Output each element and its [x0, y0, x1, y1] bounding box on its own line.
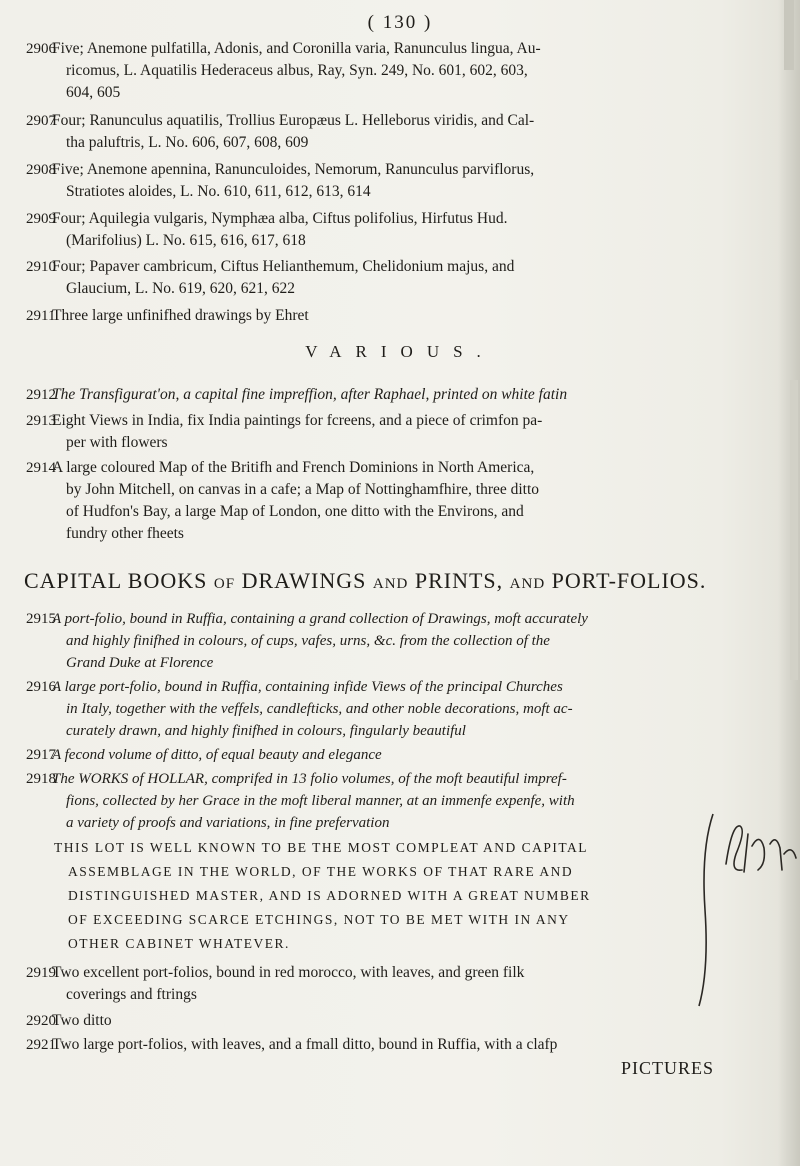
entry-line: in Italy, together with the veffels, candlefticks, and other noble decorations, moft ac- [66, 701, 573, 717]
entry-line: Four; Aquilegia vulgaris, Nymphæa alba, Ciftus polifolius, Hirfutus Hud. [52, 210, 508, 227]
entry-2910 [26, 256, 752, 300]
entry-line: Two ditto [52, 1012, 112, 1029]
entry-2911 [26, 305, 752, 327]
entry-number: 2908 [26, 162, 56, 178]
entry-2913 [26, 410, 752, 454]
section-title-part: AND [509, 576, 546, 592]
entry-line: Stratiotes aloides, L. No. 610, 611, 612, 613, 614 [66, 183, 371, 200]
lot-note-line: OF EXCEEDING SCARCE ETCHINGS, NOT TO BE MET WITH IN ANY [68, 912, 570, 927]
entry-line: fundry other fheets [66, 525, 184, 542]
entry-line: ricomus, L. Aquatilis Hederaceus albus, Ray, Syn. 249, No. 601, 602, 603, [66, 62, 528, 79]
entry-number: 2920 [26, 1013, 56, 1029]
lot-note-line: ASSEMBLAGE IN THE WORLD, OF THE WORKS OF THAT RARE AND [68, 864, 574, 879]
entry-line: The Transfigurat'on, a capital fine impreffion, after Raphael, printed on white fatin [52, 386, 568, 403]
entry-2918 [26, 768, 692, 834]
entry-2917 [26, 744, 752, 766]
entry-2916 [26, 676, 752, 742]
entry-number: 2919 [26, 965, 56, 981]
entry-line: Three large unfinifhed drawings by Ehret [52, 307, 309, 324]
page-number: ( 130 ) [367, 12, 433, 33]
entry-line: by John Mitchell, on canvas in a cafe; a Map of Nottinghamfhire, three ditto [66, 481, 540, 498]
entry-2907 [26, 110, 752, 154]
entry-number: 2916 [26, 679, 56, 695]
entry-number: 2917 [26, 747, 56, 763]
entry-2909 [26, 208, 752, 252]
entry-line: Grand Duke at Florence [66, 655, 214, 671]
entry-line: and highly finifhed in colours, of cups, vafes, urns, &c. from the collection of the [66, 633, 550, 649]
entry-line: of Hudfon's Bay, a large Map of London, one ditto with the Environs, and [66, 503, 524, 520]
entry-line: per with flowers [66, 434, 168, 451]
entry-number: 2918 [26, 771, 56, 787]
entry-line: coverings and ftrings [66, 986, 197, 1003]
entry-2908 [26, 159, 752, 203]
entry-number: 2915 [26, 611, 56, 627]
entry-line: tha paluftris, L. No. 606, 607, 608, 609 [66, 134, 309, 151]
entry-line: curately drawn, and highly finifhed in colours, fingularly beautiful [66, 723, 466, 739]
entry-line: The WORKS of HOLLAR, comprifed in 13 folio volumes, of the moft beautiful impref- [52, 771, 567, 787]
entry-line: Two excellent port-folios, bound in red morocco, with leaves, and green filk [52, 964, 525, 981]
entry-line: fions, collected by her Grace in the moft liberal manner, at an immenfe expenfe, with [66, 793, 575, 809]
entry-number: 2921 [26, 1037, 56, 1053]
entry-2912 [26, 384, 752, 406]
section-title-part: CAPITAL BOOKS [24, 568, 208, 593]
page-edge-shadow [790, 380, 798, 680]
entry-line: A fecond volume of ditto, of equal beauty and elegance [52, 747, 382, 763]
section-title [24, 568, 784, 594]
entry-number: 2910 [26, 259, 56, 275]
entry-line: A large coloured Map of the Britifh and French Dominions in North America, [52, 459, 535, 476]
entry-line: (Marifolius) L. No. 615, 616, 617, 618 [66, 232, 306, 249]
lot-note [54, 836, 754, 956]
entry-line: a variety of proofs and variations, in fine prefervation [66, 815, 390, 831]
entry-line: Two large port-folios, with leaves, and a fmall ditto, bound in Ruffia, with a clafp [52, 1036, 558, 1053]
entry-number: 2909 [26, 211, 56, 227]
section-title-part: OF [213, 576, 236, 592]
entry-2915 [26, 608, 752, 674]
entry-2921 [26, 1034, 752, 1056]
section-title-part: AND [372, 576, 409, 592]
entry-line: Four; Ranunculus aquatilis, Trollius Europæus L. Helleborus viridis, and Cal- [52, 112, 535, 129]
entry-line: Eight Views in India, fix India paintings for fcreens, and a piece of crimfon pa- [52, 412, 543, 429]
lot-note-line: DISTINGUISHED MASTER, AND IS ADORNED WITH A GREAT NUMBER [68, 888, 591, 903]
entry-line: Five; Anemone pulfatilla, Adonis, and Coronilla varia, Ranunculus lingua, Au- [52, 40, 541, 57]
entry-2920 [26, 1010, 752, 1032]
entry-number: 2911 [26, 308, 56, 324]
entry-number: 2913 [26, 413, 56, 429]
page-edge-tear [784, 0, 794, 70]
entry-line: Glaucium, L. No. 619, 620, 621, 622 [66, 280, 296, 297]
lot-note-line: OTHER CABINET WHATEVER. [68, 936, 290, 951]
section-title-part: PRINTS, [414, 568, 504, 593]
entry-number: 2914 [26, 460, 56, 476]
section-title-part: PORT-FOLIOS. [551, 568, 707, 593]
entry-2919 [26, 962, 752, 1006]
lot-note-line: THIS LOT IS WELL KNOWN TO BE THE MOST COMPLEAT AND CAPITAL [54, 840, 589, 855]
entry-line: A port-folio, bound in Ruffia, containing a grand collection of Drawings, moft accurately [52, 611, 588, 627]
entry-number: 2912 [26, 387, 56, 403]
various-heading: VARIOUS. [305, 342, 495, 361]
entry-2906 [26, 38, 752, 104]
entry-number: 2907 [26, 113, 56, 129]
entry-2914 [26, 457, 752, 545]
entry-line: A large port-folio, bound in Ruffia, containing infide Views of the principal Churches [52, 679, 563, 695]
entry-line: Four; Papaver cambricum, Ciftus Helianthemum, Chelidonium majus, and [52, 258, 515, 275]
handwritten-signature [718, 814, 798, 884]
entry-number: 2906 [26, 41, 56, 57]
catchword: PICTURES [620, 1058, 714, 1078]
entry-line: Five; Anemone apennina, Ranunculoides, Nemorum, Ranunculus parviflorus, [52, 161, 535, 178]
section-title-part: DRAWINGS [241, 568, 367, 593]
entry-line: 604, 605 [66, 84, 121, 101]
